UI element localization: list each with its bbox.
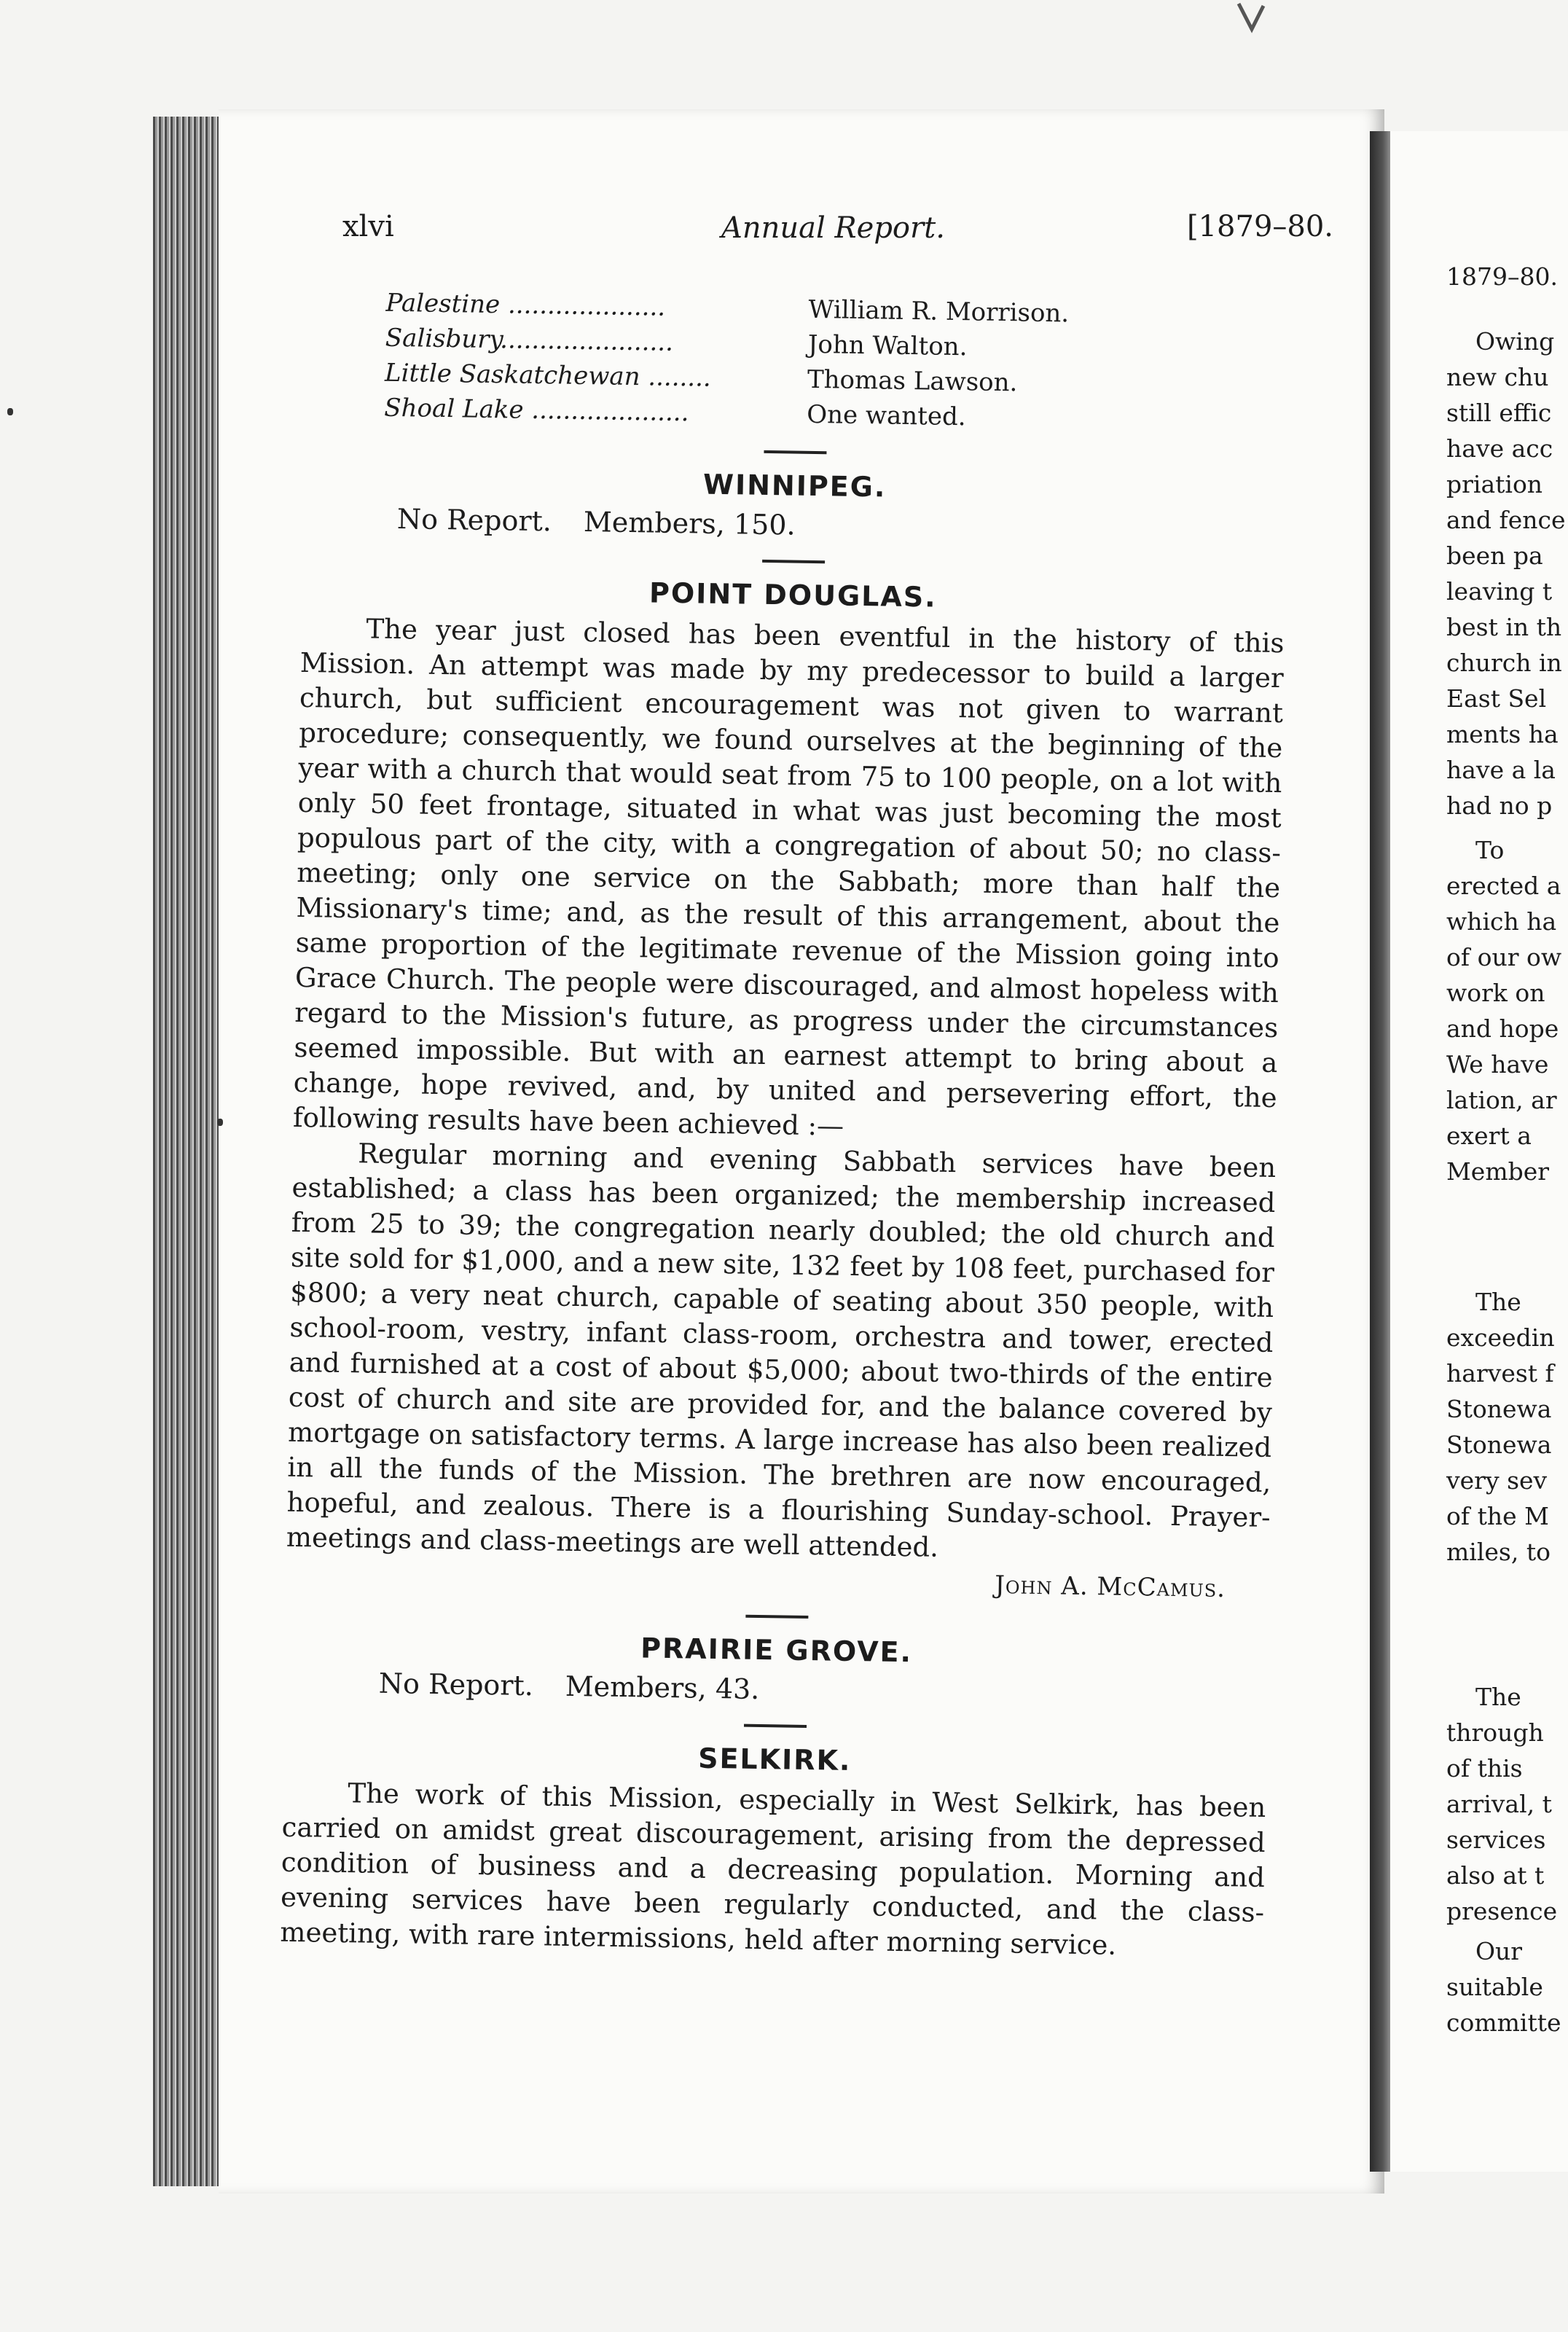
right-line: have a la <box>1446 756 1556 784</box>
right-line: work on <box>1446 979 1545 1007</box>
right-line: exceedin <box>1446 1323 1555 1352</box>
right-line: new chu <box>1446 363 1549 391</box>
main-text <box>280 284 1290 1965</box>
scan-speck <box>217 1119 223 1126</box>
right-line: of this <box>1446 1754 1523 1783</box>
right-block-1 <box>1446 324 1568 823</box>
right-line: We have <box>1446 1050 1549 1079</box>
section-heading-selkirk: SELKIRK. <box>697 1742 852 1777</box>
selkirk-paragraph-1: The work of this Mission, especially in West Selkirk, has been carried on amidst great discouragement, arising from the depressed condition of business and a decreasing population. Morning and evening services have been regularly conducted, and the class-meeting, with rare intermissions, held after morning service. <box>280 1777 1266 1961</box>
winnipeg-report: No Report. <box>396 503 552 538</box>
appointment-name: William R. Morrison. <box>808 294 1070 329</box>
right-line: through <box>1446 1718 1544 1747</box>
signature: John A. McCamus. <box>994 1570 1226 1604</box>
right-line: also at t <box>1446 1861 1545 1890</box>
appointment-place: Shoal Lake .................... <box>384 393 689 428</box>
appointments-list <box>304 284 1290 439</box>
right-page-text <box>1446 259 1568 2040</box>
right-line: which ha <box>1446 907 1557 936</box>
right-line: and hope <box>1446 1014 1559 1043</box>
scan-mark <box>1231 0 1275 44</box>
section-heading-winnipeg: WINNIPEG. <box>702 468 887 504</box>
appointment-name: John Walton. <box>807 329 968 362</box>
right-line: Our <box>1475 1937 1523 1965</box>
right-page-head: 1879–80. <box>1446 262 1558 291</box>
appointment-name: One wanted. <box>806 399 966 432</box>
right-line: arrival, t <box>1446 1790 1552 1818</box>
right-block-5 <box>1446 1933 1568 2040</box>
right-line: ments ha <box>1446 720 1559 748</box>
right-line: best in th <box>1446 613 1562 641</box>
right-line: committe <box>1446 2008 1561 2037</box>
right-line: East Sel <box>1446 684 1547 713</box>
right-line: services <box>1446 1826 1546 1854</box>
right-line: and fence <box>1446 506 1566 534</box>
prairie-grove-members: Members, 43. <box>565 1670 760 1706</box>
right-line: The <box>1475 1683 1521 1711</box>
point-douglas-paragraph-2: Regular morning and evening Sabbath services have been established; a class has been organized; the membership increased from 25 to 39; the congregation nearly doubled; the old church and site sold for $1,000, and a new site, 132 feet by 108 feet, purchased for $800; a very neat church, capable of seating about 350 people, with school-room, vestry, infant class-room, orchestra and tower, erected and furnished at a cost of about $5,000; about two-thirds of the entire cost of church and site are provided for, and the balance covered by mortgage on satisfactory terms. A large increase has also been realized in all the funds of the Mission. The brethren are now encouraged, hopeful, and zealous. There is a flourishing Sunday-school. Prayer-meetings and class-meetings are well attended. <box>286 1138 1277 1563</box>
right-line: suitable <box>1446 1973 1543 2001</box>
right-line: of our ow <box>1446 943 1562 971</box>
page-number: xlvi <box>342 210 394 243</box>
section-rule <box>744 1724 807 1728</box>
running-head <box>342 210 1333 254</box>
right-line: priation <box>1446 470 1543 498</box>
running-title: Annual Report. <box>721 211 945 245</box>
appointment-place: Little Saskatchewan ........ <box>384 358 712 393</box>
right-line: church in <box>1446 649 1562 677</box>
point-douglas-paragraph-1: The year just closed has been eventful in the history of this Mission. An attempt was made by my predecessor to build a larger church, but sufficient encouragement was not given to warrant procedure; consequently, we found ourselves at the beginning of the year with a church that would seat from 75 to 100 people, on a lot with only 50 feet frontage, situated in what was just becoming the most populous part of the city, with a congregation of about 50; no class-meeting; only one service on the Sabbath; more than half the Missionary's time; and, as the result of this arrangement, about the same proportion of the legitimate revenue of the Mission going into Grace Church. The people were discouraged, and almost hopeless with regard to the Mission's future, as progress under the circumstances seemed impossible. But with an earnest attempt to bring about a change, hope revived, and, by united and persevering effort, the following results have been achieved :— <box>292 613 1285 1142</box>
appointment-place: Salisbury...................... <box>385 323 674 357</box>
scan-speck <box>7 408 13 415</box>
prairie-grove-report: No Report. <box>378 1667 534 1702</box>
winnipeg-members: Members, 150. <box>583 506 796 541</box>
appointment-place: Palestine .................... <box>385 288 666 322</box>
right-block-3 <box>1446 1284 1568 1570</box>
right-line: To <box>1475 836 1505 864</box>
right-line: exert a <box>1446 1122 1532 1150</box>
right-line: harvest f <box>1446 1359 1554 1388</box>
winnipeg-report-line <box>302 501 1287 549</box>
section-rule <box>764 450 826 454</box>
right-line: lation, ar <box>1446 1086 1557 1114</box>
page-stack-edge <box>153 117 226 2186</box>
right-line: erected a <box>1446 872 1561 900</box>
right-line: of the M <box>1446 1502 1549 1530</box>
right-line: very sev <box>1446 1466 1548 1495</box>
running-year: [1879–80. <box>1186 210 1333 243</box>
section-heading-point-douglas: POINT DOUGLAS. <box>648 576 937 614</box>
right-line: Stonewa <box>1446 1431 1552 1459</box>
section-heading-prairie-grove: PRAIRIE GROVE. <box>640 1632 913 1669</box>
right-block-2 <box>1446 832 1568 1189</box>
right-block-4 <box>1446 1679 1568 1929</box>
right-line: presence <box>1446 1897 1558 1925</box>
right-line: had no p <box>1446 791 1553 820</box>
right-line: leaving t <box>1446 577 1553 606</box>
section-rule <box>745 1615 808 1619</box>
right-line: Stonewa <box>1446 1395 1552 1423</box>
right-line: Owing <box>1475 327 1555 356</box>
right-line: been pa <box>1446 541 1543 570</box>
right-line: still effic <box>1446 399 1552 427</box>
right-line: Member <box>1446 1157 1550 1186</box>
right-line: have acc <box>1446 434 1553 463</box>
right-line: miles, to <box>1446 1538 1551 1566</box>
right-line: The <box>1475 1288 1521 1316</box>
appointment-name: Thomas Lawson. <box>807 364 1018 398</box>
prairie-grove-report-line <box>284 1666 1269 1713</box>
section-rule <box>762 560 825 563</box>
book-gutter <box>1370 131 1392 2172</box>
